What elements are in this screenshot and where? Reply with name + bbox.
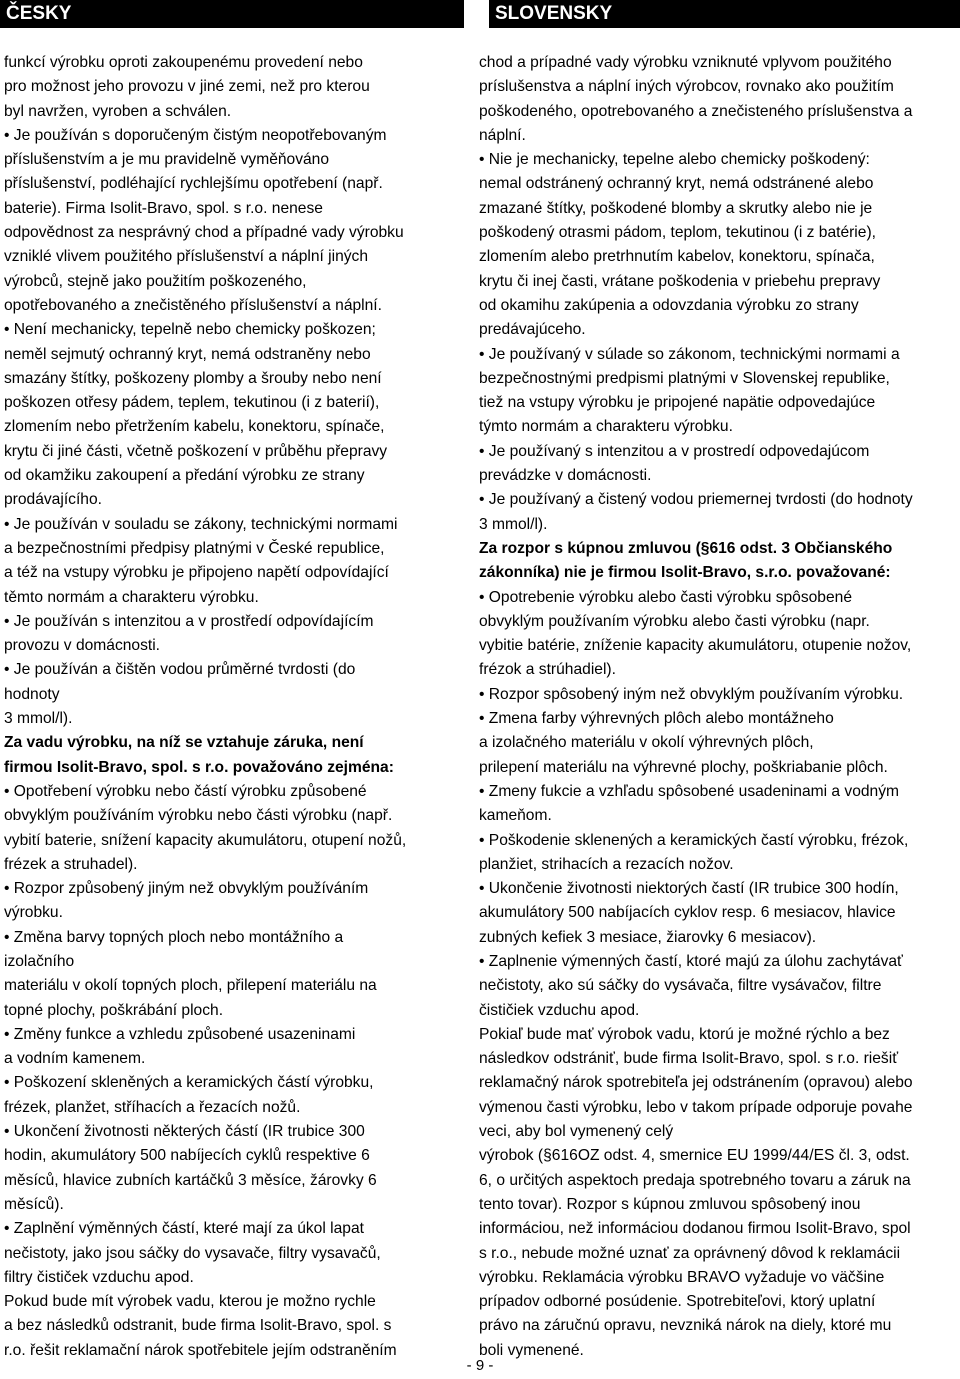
text-line: následkov odstrániť, bude firma Isolit-Bravo, spol. s r.o. riešiť	[479, 1050, 899, 1068]
text-line: • Nie je mechanicky, tepelne alebo chemicky poškodený:	[479, 151, 870, 169]
text-line: krytu či jiné části, včetně poškození v průběhu přepravy	[4, 442, 388, 460]
text-line: predávajúceho.	[479, 321, 586, 339]
page-number: - 9 -	[466, 1357, 494, 1374]
text-line: výrobku.	[4, 904, 63, 922]
text-line: a izolačného materiálu v okolí výhrevných plôch,	[479, 734, 814, 752]
text-line: výmenou časti výrobku, lebo v takom prípade odporuje povahe	[479, 1098, 913, 1116]
text-line: firmou Isolit-Bravo, spol. s r.o. považováno zejména:	[4, 758, 394, 776]
text-line: • Zmena farby výhrevných plôch alebo montážneho	[479, 710, 834, 728]
text-line: • Je používaný v súlade so zákonom, technickými normami a	[479, 345, 900, 363]
text-line: vzniklé vlivem použitého příslušenství a náplní jiných	[4, 248, 369, 266]
czech-text-column	[4, 51, 456, 1363]
text-line: nečistoty, jako jsou sáčky do vysavače, filtry vysavačů,	[4, 1244, 381, 1262]
text-line: od okamihu zakúpenia a odovzdania výrobku zo strany	[479, 296, 859, 314]
czech-section-header: ČESKY	[0, 0, 464, 28]
text-line: výrobku. Reklamácia výrobku BRAVO vyžaduje vo väčšine	[479, 1268, 885, 1286]
slovak-text-column	[479, 51, 959, 1363]
text-line: s r.o., nebude možné uznať za oprávnený dôvod k reklamácii	[479, 1244, 901, 1262]
text-line: tento tovar). Rozpor s kúpnou zmluvou spôsobený inou	[479, 1195, 861, 1213]
text-line: • Opotrebenie výrobku alebo časti výrobku spôsobené	[479, 588, 853, 606]
text-line: • Opotřebení výrobku nebo částí výrobku způsobené	[4, 782, 367, 800]
text-line: Pokiaľ bude mať výrobok vadu, ktorú je možné rýchlo a bez	[479, 1025, 890, 1043]
text-line: a vodním kamenem.	[4, 1050, 146, 1068]
text-line: a též na vstupy výrobku je připojeno napětí odpovídající	[4, 564, 389, 582]
text-line: • Poškození skleněných a keramických částí výrobku,	[4, 1074, 374, 1092]
text-line: týmto normám a charakteru výrobku.	[479, 418, 733, 436]
text-line: • Je používán v souladu se zákony, technickými normami	[4, 515, 398, 533]
text-line: prípadov odborné posúdenie. Spotrebiteľovi, ktorý uplatní	[479, 1293, 876, 1311]
text-line: • Ukončenie životnosti niektorých častí (IR trubice 300 hodín,	[479, 880, 899, 898]
text-line: náplní.	[479, 126, 526, 144]
text-line: pro možnost jeho provozu v jiné zemi, než pro kterou	[4, 78, 370, 96]
text-line: izolačního	[4, 952, 75, 970]
text-line: topné plochy, poškrábání ploch.	[4, 1001, 224, 1019]
text-line: zlomením alebo pretrhnutím kabelov, konektoru, spínača,	[479, 248, 875, 266]
text-line: zákonníka) nie je firmou Isolit-Bravo, s.r.o. považované:	[479, 564, 891, 582]
text-line: • Zmeny fukcie a vzhľadu spôsobené usadeninami a vodným	[479, 782, 900, 800]
text-line: • Změny funkce a vzhledu způsobené usazeninami	[4, 1025, 356, 1043]
text-line: výrobok (§616OZ odst. 4, smernice EU 1999/44/ES čl. 3, odst.	[479, 1147, 910, 1165]
text-line: reklamačný nárok spotrebiteľa jej odstránením (opravou) alebo	[479, 1074, 913, 1092]
text-line: hodnoty	[4, 685, 60, 703]
text-line: poškozen otřesy pádem, teplem, tekutinou (i z baterií),	[4, 394, 380, 412]
text-line: odpovědnost za nesprávný chod a případné vady výrobku	[4, 224, 404, 242]
text-line: • Není mechanicky, tepelně nebo chemicky poškozen;	[4, 321, 376, 339]
text-line: 3 mmol/l).	[479, 515, 548, 533]
slovak-section-header: SLOVENSKY	[489, 0, 960, 28]
text-line: provozu v domácnosti.	[4, 637, 161, 655]
text-line: hodin, akumulátory 500 nabíjecích cyklů respektive 6	[4, 1147, 370, 1165]
text-line: filtry čističek vzduchu apod.	[4, 1268, 194, 1286]
text-line: obvyklým používaním výrobku alebo časti výrobku (napr.	[479, 612, 870, 630]
text-line: • Změna barvy topných ploch nebo montážního a	[4, 928, 344, 946]
text-line: příslušenstvím a je mu pravidelně vyměňováno	[4, 151, 330, 169]
text-line: prilepení materiálu na výhrevné plochy, poškriabanie plôch.	[479, 758, 888, 776]
text-line: akumulátory 500 nabíjacích cyklov resp. 6 mesiacov, hlavice	[479, 904, 896, 922]
text-line: kameňom.	[479, 807, 552, 825]
text-line: bezpečnostnými predpismi platnými v Slovenskej republike,	[479, 369, 890, 387]
text-line: těmto normám a charakteru výrobku.	[4, 588, 259, 606]
text-line: prevádzke v domácnosti.	[479, 467, 652, 485]
text-line: opotřebovaného a znečistěného příslušenství a náplní.	[4, 296, 382, 314]
text-line: veci, aby bol vymenený celý	[479, 1123, 674, 1141]
text-line: • Rozpor způsobený jiným než obvyklým používáním	[4, 880, 369, 898]
text-line: frézok a strúhadiel).	[479, 661, 616, 679]
text-line: • Je používán s doporučeným čistým neopotřebovaným	[4, 126, 387, 144]
text-line: smazány štítky, poškozeny plomby a šrouby nebo není	[4, 369, 382, 387]
text-line: baterie). Firma Isolit-Bravo, spol. s r.o. nenese	[4, 199, 323, 217]
text-line: 3 mmol/l).	[4, 710, 73, 728]
text-line: frézek, planžet, stříhacích a řezacích nožů.	[4, 1098, 301, 1116]
text-line: príslušenstva a náplní iných výrobcov, rovnako ako použitím	[479, 78, 894, 96]
text-line: Za rozpor s kúpnou zmluvou (§616 odst. 3 Občianského	[479, 539, 893, 557]
text-line: právo na záručnú opravu, nevzniká nárok na diely, ktoré mu	[479, 1317, 892, 1335]
text-line: planžiet, strihacích a rezacích nožov.	[479, 855, 734, 873]
text-line: chod a prípadné vady výrobku vzniknuté vplyvom použitého	[479, 54, 892, 71]
text-line: zlomením nebo přetržením kabelu, konektoru, spínače,	[4, 418, 385, 436]
text-line: a bezpečnostními předpisy platnými v České republice,	[4, 539, 385, 557]
text-line: poškodený otrasmi pádom, teplom, tekutinou (i z batérie),	[479, 224, 876, 242]
text-line: obvyklým používáním výrobku nebo části výrobku (např.	[4, 807, 393, 825]
text-line: nečistoty, ako sú sáčky do vysávača, filtre vysávačov, filtre	[479, 977, 882, 995]
text-line: • Je používaný a čistený vodou priemernej tvrdosti (do hodnoty	[479, 491, 913, 509]
text-line: 6, o určitých aspektoch predaja spotrebného tovaru a záruk na	[479, 1171, 911, 1189]
text-line: měsíců).	[4, 1195, 64, 1213]
text-line: informáciou, než informáciou dodanou firmou Isolit-Bravo, spol	[479, 1220, 911, 1238]
text-line: funkcí výrobku oproti zakoupenému provedení nebo	[4, 54, 363, 71]
text-line: • Zaplnenie výmenných častí, ktoré majú za úlohu zachytávať	[479, 952, 903, 970]
text-line: zmazané štítky, poškodené blomby a skrutky alebo nie je	[479, 199, 873, 217]
text-line: čističiek vzduchu apod.	[479, 1001, 640, 1019]
text-line: Pokud bude mít výrobek vadu, kterou je možno rychle	[4, 1293, 376, 1311]
text-line: vybití baterie, snížení kapacity akumulátoru, otupení nožů,	[4, 831, 407, 849]
text-line: příslušenství, podléhající rychlejšímu opotřebení (např.	[4, 175, 383, 193]
text-line: • Je používán a čištěn vodou průměrné tvrdosti (do	[4, 661, 356, 679]
text-line: neměl sejmutý ochranný kryt, nemá odstraněny nebo	[4, 345, 371, 363]
text-line: • Poškodenie sklenených a keramických častí výrobku, frézok,	[479, 831, 909, 849]
text-line: byl navržen, vyroben a schválen.	[4, 102, 232, 120]
text-line: • Je používaný s intenzitou a v prostredí odpovedajúcom	[479, 442, 870, 460]
text-line: nemal odstránený ochranný kryt, nemá odstránené alebo	[479, 175, 874, 193]
text-line: r.o. řešit reklamační nárok spotřebitele jejím odstraněním	[4, 1341, 397, 1359]
text-line: • Zaplnění výměnných částí, které mají za úkol lapat	[4, 1220, 364, 1238]
text-line: poškodeného, opotrebovaného a znečisteného príslušenstva a	[479, 102, 913, 120]
text-line: frézek a struhadel).	[4, 855, 138, 873]
text-line: • Ukončení životnosti některých částí (IR trubice 300	[4, 1123, 365, 1141]
text-line: vybitie batérie, zníženie kapacity akumulátoru, otupenie nožov,	[479, 637, 912, 655]
text-line: zubných kefiek 3 mesiace, žiarovky 6 mesiacov).	[479, 928, 817, 946]
text-line: materiálu v okolí topných ploch, přilepení materiálu na	[4, 977, 377, 995]
text-line: a bez následků odstranit, bude firma Isolit-Bravo, spol. s	[4, 1317, 392, 1335]
text-line: prodávajícího.	[4, 491, 102, 509]
text-line: tiež na vstupy výrobku je pripojené napätie odpovedajúce	[479, 394, 876, 412]
text-line: boli vymenené.	[479, 1341, 584, 1359]
text-line: • Rozpor spôsobený iným než obvyklým používaním výrobku.	[479, 685, 904, 703]
text-line: • Je používán s intenzitou a v prostředí odpovídajícím	[4, 612, 374, 630]
text-line: krytu či inej časti, vrátane poškodenia v priebehu prepravy	[479, 272, 881, 290]
text-line: Za vadu výrobku, na níž se vztahuje záruka, není	[4, 734, 364, 752]
text-line: od okamžiku zakoupení a předání výrobku ze strany	[4, 467, 365, 485]
text-line: výrobců, stejně jako použitím poškozeného,	[4, 272, 307, 290]
text-line: měsíců, hlavice zubních kartáčků 3 měsíce, žárovky 6	[4, 1171, 377, 1189]
